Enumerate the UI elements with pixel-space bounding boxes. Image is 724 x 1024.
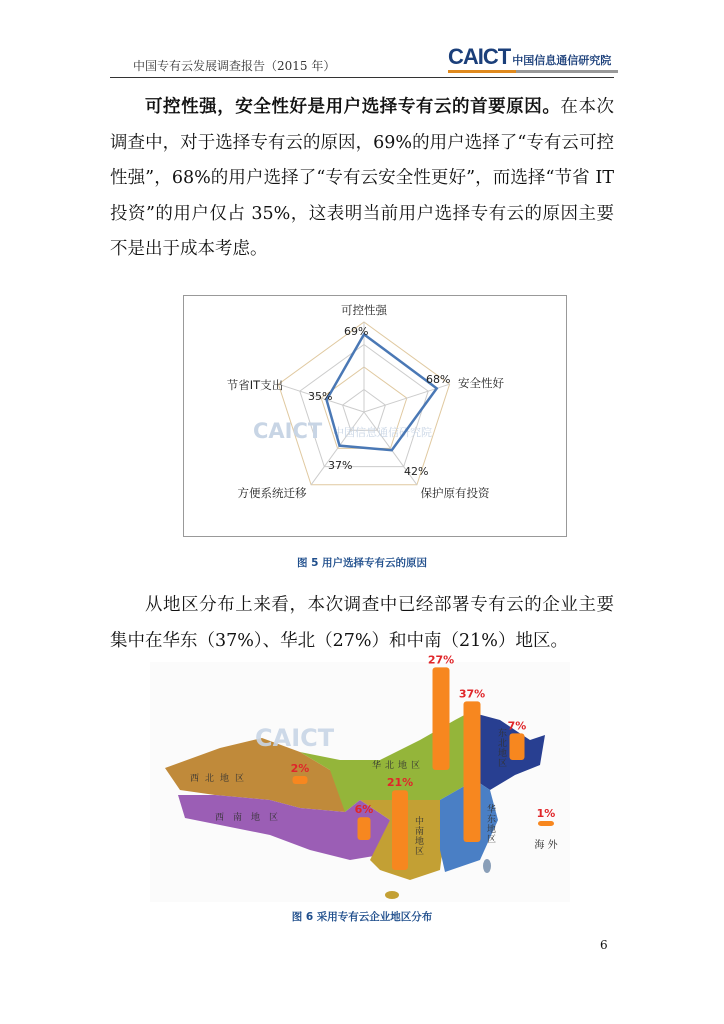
- region-bar-value: 7%: [507, 719, 527, 733]
- region-bar: [433, 667, 450, 770]
- region-label-southwest: 西南地区: [215, 813, 288, 823]
- region-label-north: 华北地区: [372, 761, 425, 771]
- region-bar-value: 37%: [458, 687, 486, 701]
- radar-category-label: 安全性好: [458, 376, 504, 390]
- region-label-central-south: 中南地区: [413, 816, 423, 856]
- paragraph-1-bold: 可控性强，安全性好是用户选择专有云的首要原因。: [145, 97, 561, 117]
- region-bar: [392, 790, 408, 870]
- region-bar: [538, 821, 554, 826]
- hainan-island: [385, 891, 399, 899]
- figure-6-caption: 图 6 采用专有云企业地区分布: [291, 911, 433, 923]
- paragraph-1-text: 在本次调查中，对于选择专有云的原因，69%的用户选择了“专有云可控性强”，68%的用户选择了“专有云安全性更好”，而选择“节省 IT 投资”的用户仅占 35%，这表明当前用户选择专有云的原因主要不是出于成本考虑。: [110, 97, 615, 259]
- radar-value-label: 69%: [344, 325, 369, 338]
- region-bar-value: 2%: [290, 762, 310, 775]
- radar-value-label: 35%: [308, 390, 333, 403]
- region-bar: [358, 817, 371, 840]
- region-bar-value: 6%: [354, 803, 374, 817]
- radar-value-label: 68%: [426, 373, 451, 386]
- region-label-northwest: 西北地区: [190, 774, 251, 784]
- radar-category-label: 节省IT支出: [226, 378, 284, 392]
- header-title: 中国专有云发展调查报告（2015 年）: [133, 59, 336, 73]
- region-label-northeast: 东北地区: [496, 728, 506, 768]
- radar-category-label: 可控性强: [341, 303, 387, 317]
- region-bar-value: 21%: [386, 776, 414, 790]
- map-watermark: CAICT: [255, 724, 335, 752]
- radar-value-label: 42%: [404, 465, 429, 478]
- radar-category-label: 保护原有投资: [420, 486, 490, 500]
- logo-cn-text: 中国信息通信研究院: [512, 54, 612, 67]
- region-bar-value: 27%: [427, 653, 455, 667]
- legend-overseas-label: 海 外: [534, 840, 558, 851]
- region-bar: [510, 733, 525, 760]
- radar-value-label: 37%: [328, 459, 353, 472]
- page-number: 6: [600, 938, 608, 952]
- logo-text: CAICT: [448, 44, 511, 69]
- radar-watermark-cn: 中国信息通信研究院: [333, 426, 432, 439]
- radar-watermark: CAICT: [253, 419, 323, 443]
- region-bar-value: 1%: [536, 807, 556, 820]
- region-label-east: 华东地区: [485, 804, 495, 844]
- figure-5-caption: 图 5 用户选择专有云的原因: [296, 557, 428, 569]
- taiwan-island: [483, 859, 491, 873]
- radar-category-label: 方便系统迁移: [237, 486, 307, 500]
- region-bar: [464, 701, 481, 842]
- region-bar: [293, 776, 308, 784]
- paragraph-2: 从地区分布上来看，本次调查中已经部署专有云的企业主要集中在华东（37%）、华北（27%）和中南（21%）地区。: [110, 595, 614, 651]
